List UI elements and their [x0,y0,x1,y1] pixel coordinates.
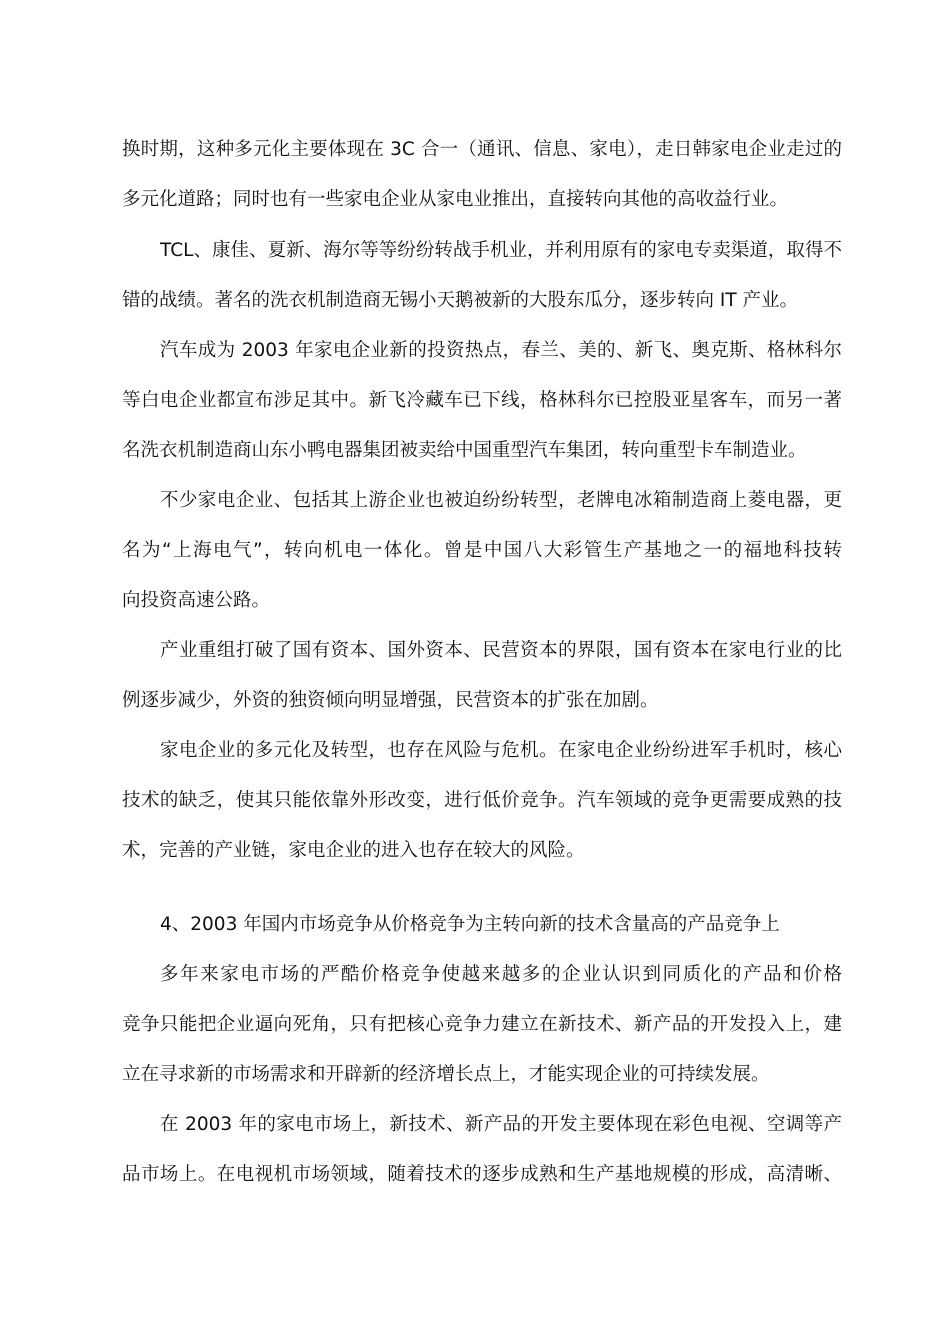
paragraph-line: 产业重组打破了国有资本、国外资本、民营资本的界限，国有资本在家电行业的比 [160,640,842,661]
paragraph-line: 错的战绩。著名的洗衣机制造商无锡小天鹅被新的大股东瓜分，逐步转向 IT 产业。 [122,290,799,311]
paragraph-line: 名洗衣机制造商山东小鸭电器集团被卖给中国重型汽车集团，转向重型卡车制造业。 [122,440,807,461]
paragraph-line: 多元化道路；同时也有一些家电企业从家电业推出，直接转向其他的高收益行业。 [122,189,789,210]
paragraph-line: 竞争只能把企业逼向死角，只有把核心竞争力建立在新技术、新产品的开发投入上，建 [122,1014,842,1035]
paragraph-line: 汽车成为 2003 年家电企业新的投资热点，春兰、美的、新飞、奥克斯、格林科尔 [160,340,842,361]
paragraph-line: 名为“上海电气”，转向机电一体化。曾是中国八大彩管生产基地之一的福地科技转 [122,540,842,561]
paragraph-line: 技术的缺乏，使其只能依靠外形改变，进行低价竞争。汽车领域的竞争更需要成熟的技 [122,790,842,811]
paragraph-line: 换时期，这种多元化主要体现在 3C 合一（通讯、信息、家电），走日韩家电企业走过的 [122,139,842,160]
paragraph-line: 不少家电企业、包括其上游企业也被迫纷纷转型，老牌电冰箱制造商上菱电器，更 [160,490,842,511]
paragraph-line: 立在寻求新的市场需求和开辟新的经济增长点上，才能实现企业的可持续发展。 [122,1064,770,1085]
paragraph-line: 多年来家电市场的严酷价格竞争使越来越多的企业认识到同质化的产品和价格 [160,964,842,985]
paragraph-line: 品市场上。在电视机市场领域，随着技术的逐步成熟和生产基地规模的形成，高清晰、 [122,1164,842,1185]
paragraph-line: 向投资高速公路。 [122,590,271,611]
paragraph-line: 等白电企业都宣布涉足其中。新飞冷藏车已下线，格林科尔已控股亚星客车，而另一著 [122,390,842,411]
section-heading: 4、2003 年国内市场竞争从价格竞争为主转向新的技术含量高的产品竞争上 [160,914,780,935]
paragraph-line: 家电企业的多元化及转型，也存在风险与危机。在家电企业纷纷进军手机时，核心 [160,740,842,761]
paragraph-line: 在 2003 年的家电市场上，新技术、新产品的开发主要体现在彩色电视、空调等产 [160,1114,842,1135]
paragraph-line: TCL、康佳、夏新、海尔等等纷纷转战手机业，并利用原有的家电专卖渠道，取得不 [160,240,842,261]
paragraph-line: 术，完善的产业链，家电企业的进入也存在较大的风险。 [122,840,585,861]
paragraph-line: 例逐步减少，外资的独资倾向明显增强，民营资本的扩张在加剧。 [122,690,659,711]
